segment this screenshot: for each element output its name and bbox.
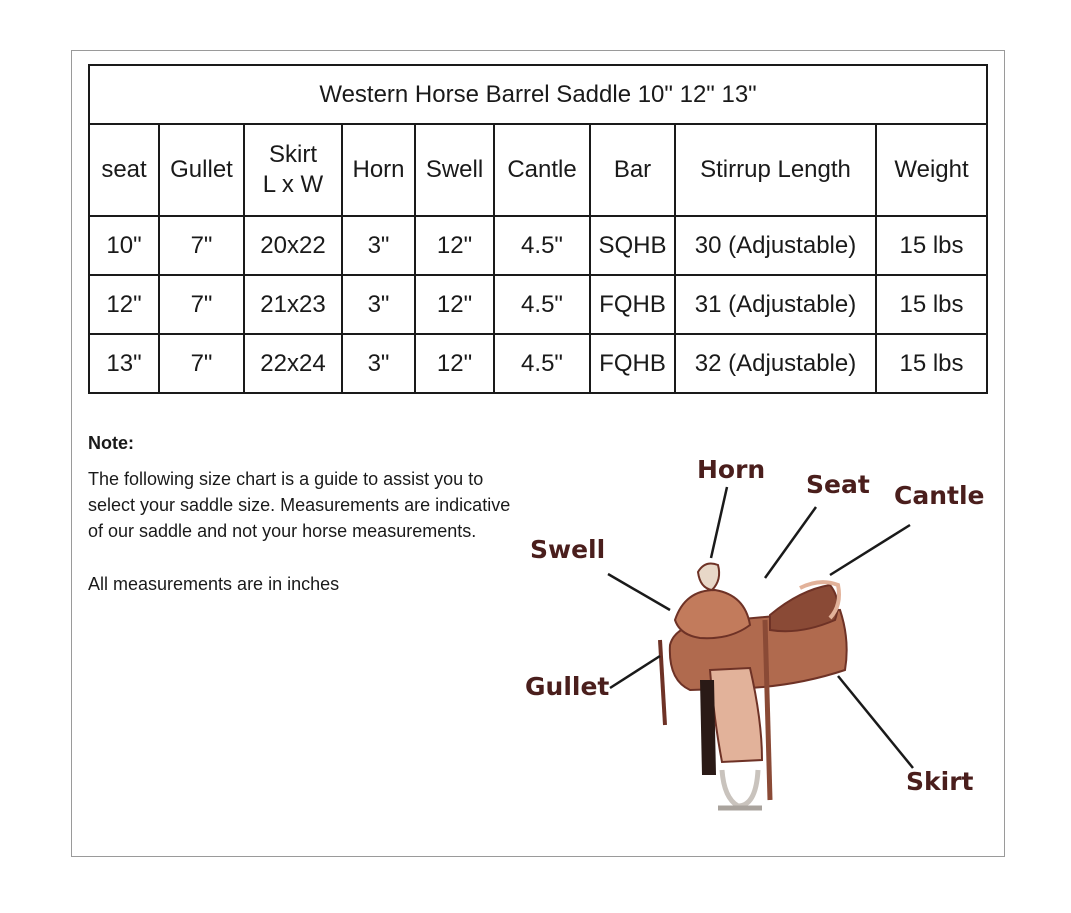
cell-bar: FQHB	[590, 334, 675, 393]
header-skirt	[244, 124, 342, 216]
header-skirt-line2: L x W	[262, 171, 324, 198]
header-swell: Swell	[415, 124, 494, 216]
cell-horn: 3"	[342, 216, 415, 275]
label-cantle: Cantle	[894, 481, 985, 510]
cell-swell: 12"	[415, 216, 494, 275]
header-stirrup-length: Stirrup Length	[675, 124, 876, 216]
cell-swell: 12"	[415, 275, 494, 334]
header-bar: Bar	[590, 124, 675, 216]
header-horn: Horn	[342, 124, 415, 216]
header-seat: seat	[89, 124, 159, 216]
table-row	[89, 275, 987, 334]
cell-seat: 10"	[89, 216, 159, 275]
cell-cantle: 4.5"	[494, 334, 590, 393]
table-row	[89, 216, 987, 275]
table-title: Western Horse Barrel Saddle 10" 12" 13"	[89, 65, 987, 124]
cell-weight: 15 lbs	[876, 334, 987, 393]
label-skirt: Skirt	[906, 767, 974, 796]
table-row	[89, 334, 987, 393]
saddle-diagram	[500, 440, 1000, 840]
cell-gullet: 7"	[159, 334, 244, 393]
cell-bar: FQHB	[590, 275, 675, 334]
note-units: All measurements are in inches	[88, 574, 340, 594]
cell-skirt: 22x24	[244, 334, 342, 393]
note-line: of our saddle and not your horse measurements.	[88, 521, 477, 541]
label-horn: Horn	[697, 455, 766, 484]
cell-bar: SQHB	[590, 216, 675, 275]
label-gullet: Gullet	[525, 672, 610, 701]
cell-weight: 15 lbs	[876, 275, 987, 334]
cell-horn: 3"	[342, 334, 415, 393]
cell-swell: 12"	[415, 334, 494, 393]
label-seat: Seat	[806, 470, 870, 499]
cell-gullet: 7"	[159, 216, 244, 275]
cell-stirrup-length: 30 (Adjustable)	[675, 216, 876, 275]
cell-horn: 3"	[342, 275, 415, 334]
note-title: Note:	[88, 433, 134, 453]
cell-skirt: 21x23	[244, 275, 342, 334]
header-skirt-line1: Skirt	[269, 141, 317, 168]
header-weight: Weight	[876, 124, 987, 216]
header-gullet: Gullet	[159, 124, 244, 216]
cell-seat: 12"	[89, 275, 159, 334]
header-cantle: Cantle	[494, 124, 590, 216]
cell-stirrup-length: 31 (Adjustable)	[675, 275, 876, 334]
cell-seat: 13"	[89, 334, 159, 393]
cell-skirt: 20x22	[244, 216, 342, 275]
note-line: The following size chart is a guide to assist you to	[88, 469, 484, 489]
cell-stirrup-length: 32 (Adjustable)	[675, 334, 876, 393]
size-chart-table	[88, 64, 988, 394]
cell-cantle: 4.5"	[494, 275, 590, 334]
cell-weight: 15 lbs	[876, 216, 987, 275]
cell-gullet: 7"	[159, 275, 244, 334]
cell-cantle: 4.5"	[494, 216, 590, 275]
label-swell: Swell	[530, 535, 606, 564]
note-line: select your saddle size. Measurements are indicative	[88, 495, 511, 515]
